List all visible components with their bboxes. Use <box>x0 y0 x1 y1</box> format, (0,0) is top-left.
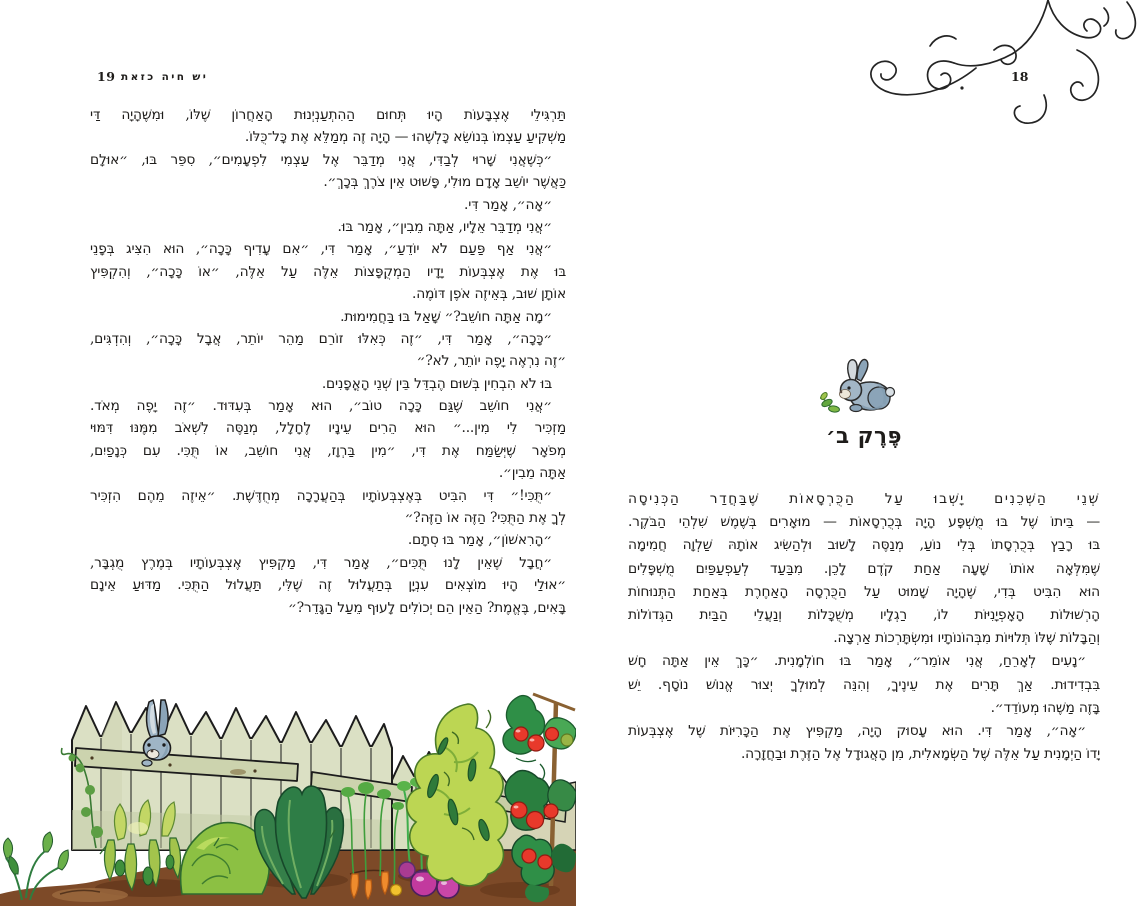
text-line: ״אֲנִי חוֹשֵׁב שֶׁגַּם כָּכָה טוֹב״, הוּא אָמַר בְּעִדּוּד. ״זֶה יָפֶה מְאֹד. <box>90 398 552 415</box>
flourish-ornament-icon <box>842 0 1142 130</box>
text-line: כַּאֲשֶׁר יוֹשֵׁב אָדָם מוּלִי, פָּשׁוּט אֵין צֹרֶךְ בְּכָךְ״. <box>323 174 566 191</box>
text-line: ״מָה אַתָּה חוֹשֵׁב?״ שָׁאַל בּוּ בַּחֲמִימוּת. <box>340 308 552 325</box>
text-line: בּוּ אֶת אֶצְבְּעוֹת יָדָיו הַמְקֻפָּצוֹת אֵלֶּה עַל אֵלֶּה, ״אוֹ כָּכָה״, וְהִקְפִּיץ <box>90 263 566 280</box>
page-number: 19 <box>97 69 116 84</box>
body-text-left <box>90 104 566 619</box>
text-line: ״זֶה נִרְאֶה יָפֶה יוֹתֵר, לֹא?״ <box>416 353 566 370</box>
text-line: הָרְשׁוּלוֹת הָאָפְיָנִיּוֹת לוֹ, רַגְלָיו מְשֻׁכָּלוֹת וְנַעֲלֵי הַבַּיִת הַגְּדוֹלוֹת <box>628 606 1100 623</box>
text-line: בָּזֶה מַשֶּׁהוּ מְעוֹדֵד״. <box>990 699 1100 716</box>
text-line: בָּאִים, בֶּאֱמֶת? הַאֵין הֵם יְכוֹלִים לָעוּף מֵעַל הַגָּדֵר?״ <box>288 599 566 616</box>
text-line: — בֵּיתוֹ שֶׁל בּוּ מֻשְׁפָּע הָיָה בְּכֻרְסָאוֹת — מוּאָרִים בְּשֶׁמֶשׁ שִׁלְהֵי הַבֹּקֶר. <box>628 514 1100 531</box>
text-line: ״חֲבָל שֶׁאֵין לָנוּ תֻּכִּים״, אָמַר דִּי, מַקְפִּיץ אֶצְבְּעוֹתָיו בְּמֶרֶץ מֻגְבָּר, <box>90 554 552 571</box>
text-line: ״תֻּכִּי!״ דִּי הִבִּיט בְּאֶצְבְּעוֹתָיו בְּהַעֲרָכָה מְחֻדֶּשֶׁת. ״אֵיזֶה מֵהֶם הִזְכִּיר <box>90 487 552 504</box>
text-line: אַתָּה מֵבִין״. <box>498 465 566 482</box>
text-line: ״נָעִים לְאָרֵחַ, אֲנִי אוֹמֵר״, אָמַר בּוּ חוֹלְמָנִית. ״כָּךְ אֵין אַתָּה חָשׁ <box>628 653 1086 670</box>
text-line: ״אָה״, אָמַר דִּי. הוּא עָסוּק הָיָה, מַקְפִּיץ אֶת הַכָּרִיּוֹת שֶׁל אֶצְבְּעוֹת <box>628 722 1086 739</box>
text-line: הוּא הִבִּיט בְּדִי, שֶׁהָיָה שָׁמוּט עַל הַכֻּרְסָה הָאַחֶרֶת בְּאַחַת הַתְּנוּחוֹת <box>628 583 1100 600</box>
rabbit-vignette-illustration <box>820 354 904 418</box>
text-line: בּוּ לֹא הִבְחִין בְּשׁוּם הֶבְדֵּל בֵּין שְׁנֵי הָאֳפָנִים. <box>321 375 552 392</box>
text-line: ״אֲנִי אַף פַּעַם לֹא יוֹדֵעַ״, אָמַר דִּי, ״אִם עָדִיף כָּכָה״, הוּא הִצִּיג בְּפָנֵי <box>90 241 552 258</box>
body-text-right <box>628 488 1100 766</box>
text-line: אוֹתָן שׁוּב, בְּאֵיזֶה אֹפֶן דּוֹמֶה. <box>412 286 566 303</box>
text-line: ״הָרִאשׁוֹן״, אָמַר בּוּ סְתָם. <box>407 532 552 549</box>
text-line: מַזְכִּיר לִי מִין...״ הוּא הֵרִים עֵינָיו לֶחָלָל, מְנַסֶּה לִשְׁאֹב מִמֶּנּוּ דִּמּוּי <box>90 420 566 437</box>
text-line: ״אָה״, אָמַר דִּי. <box>464 196 552 213</box>
text-line: ״אוּלַי הָיוּ מוֹצְאִים עִנְיָן בְּתַעֲלוּל זֶה שֶׁלִּי, תַּעֲלוּל הַתֻּכִּי. מַדּוּעַ אֵינָם <box>90 577 566 594</box>
text-line: לְךָ אֶת הַתֻּכִּי? הַזֶּה אוֹ הַזֶּה?״ <box>404 510 566 527</box>
page-number: 18 <box>1011 69 1029 84</box>
text-line: תַּרְגִּילֵי אֶצְבָּעוֹת הָיוּ תְּחוּם הַהִתְעַנְיְנוּת הָאַחֲרוֹן שֶׁלּוֹ, וּמִשֶּׁהָיָה דַּי <box>90 107 566 123</box>
text-line: מַשְׁקִיעַ עַצְמוֹ בְּנוֹשֵׂא כָּלְשֶׁהוּ — הָיָה זֶה מְמַלֵּא אֶת כָּל־כֻּלּוֹ. <box>244 129 566 146</box>
text-line: יָדוֹ הַיְמָנִית עַל אֵלֶּה שֶׁל הַשְּׂמָאלִית, מִן הָאֲגוּדָל אֶל הַזֶּרֶת וּבַחֲזָרָה. <box>740 746 1100 763</box>
chapter-heading: פֶּרֶק ב׳ <box>825 424 903 449</box>
text-line: שֶׁמִּלְּאָה אוֹתוֹ שָׁעָה אַחַת קֹדֶם לָכֵן. מִבַּעַד לְעַפְעַפַּיִם מֻשְׁפָּלִים <box>628 560 1100 577</box>
garden-illustration <box>0 688 576 906</box>
text-line: בּוּ רָבַץ בְּכֻרְסָתוֹ בְּלִי נוֹעַ, מְנַסֶּה לָשׁוּב וּלְהַשִּׂיג אוֹתָהּ שַׁלְוָה חֲמִימָה <box>628 537 1100 554</box>
running-title: יש חיה כזאת <box>121 71 209 83</box>
text-line: שְׁנֵי הַשְּׁכֵנִים יָשְׁבוּ עַל הַכֻּרְסָאוֹת שֶׁבַּחֲדַר הַכְּנִיסָה <box>628 491 1100 507</box>
text-line: בִּבְדִידוּת. אַךְ תָּרִים אֶת עֵינֶיךָ, וְהִנֵּה לְמוּלְךָ יְצוּר אֱנוֹשׁ נוֹסָף. יֵשׁ <box>628 676 1100 693</box>
text-line: וְהַבָּלוֹת שֶׁלּוֹ תְּלוּיוֹת מִבְּהוֹנוֹתָיו וּמִשְׂתָּרְכוֹת אַרְצָה. <box>833 630 1100 647</box>
text-line: מְפֹאָר שֶׁיְּשַׂמַּח אֶת דִּי, ״מִין בַּרְוָז, אֲנִי חוֹשֵׁב, אוֹ תֻּכִּי. עִם כְּנָפַיִם, <box>90 442 566 459</box>
text-line: ״אֲנִי מְדַבֵּר אֵלָיו, אַתָּה מֵבִין״, אָמַר בּוּ. <box>337 218 552 235</box>
text-line: ״כְּשֶׁאֲנִי שָׁרוּי לְבַדִּי, אֲנִי מְדַבֵּר אֶל עַצְמִי לִפְעָמִים״, סִפֵּר בּוּ, ״אוּלָם <box>90 151 552 168</box>
text-line: ״כָּכָה״, אָמַר דִּי, ״זֶה כְּאִלּוּ זוֹרֵם מַהֵר יוֹתֵר, אֲבָל כָּכָה״, וְהִדְגִּים, <box>90 330 552 347</box>
